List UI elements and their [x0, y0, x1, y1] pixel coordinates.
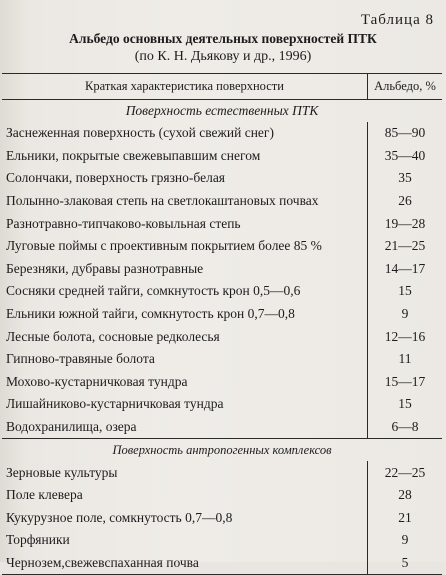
surface-name-cell: Луговые поймы с проективным покрытием более 85 %: [6, 238, 322, 254]
surface-name-cell: Березняки, дубравы разнотравные: [6, 260, 204, 276]
surface-name-cell: Лесные болота, сосновые редколесья: [6, 328, 220, 344]
surface-name-cell: Сосняки средней тайги, сомкнутость крон 0,5—0,6: [6, 283, 301, 299]
table-row: [2, 212, 442, 235]
surface-name-cell: Полынно-злаковая степь на светлокаштановых почвах: [6, 193, 319, 209]
table-row: [2, 258, 442, 281]
table-row: [2, 529, 442, 552]
section-header-row: [2, 100, 442, 123]
surface-name-cell: Чернозем,свежевспаханная почва: [2, 552, 368, 575]
header-surface: Краткая характеристика поверхности: [2, 74, 368, 100]
table-row: [2, 167, 442, 190]
table-subtitle: (по К. Н. Дьякову и др., 1996): [134, 49, 312, 64]
table-body: [2, 100, 442, 575]
table-caption: Таблица 8: [360, 12, 434, 28]
surface-name-cell: Ельники южной тайги, сомкнутость крон 0,7—0,8: [6, 306, 295, 322]
table-row: [2, 552, 442, 575]
albedo-value-cell: 35: [368, 167, 443, 190]
albedo-value-cell: 9: [368, 303, 443, 326]
header-albedo: Альбедо, %: [368, 74, 443, 100]
albedo-value-cell: 15: [368, 393, 443, 416]
surface-name-cell: Кукурузное поле, сомкнутость 0,7—0,8: [6, 509, 233, 525]
table-row: [2, 190, 442, 213]
table-row: [2, 325, 442, 348]
table-row: [2, 461, 442, 484]
table-row: [2, 507, 442, 530]
table-title: Альбедо основных деятельных поверхностей ПТК: [69, 31, 377, 46]
albedo-value-cell: 19—28: [368, 212, 443, 235]
albedo-value-cell: 9: [368, 529, 443, 552]
section-title: Поверхность естественных ПТК: [125, 103, 319, 118]
albedo-value-cell: 12—16: [368, 325, 443, 348]
surface-name-cell: Солончаки, поверхность грязно-белая: [6, 170, 226, 186]
table-row: [2, 348, 442, 371]
section-header-row: [2, 439, 442, 462]
surface-name-cell: Торфяники: [6, 532, 70, 548]
table-row: [2, 484, 442, 507]
section-title: Поверхность антропогенных комплексов: [2, 439, 442, 462]
surface-name-cell: Разнотравно-типчаково-ковыльная степь: [6, 215, 241, 231]
albedo-value-cell: 28: [368, 484, 443, 507]
surface-name-cell: Гипново-травяные болота: [6, 351, 155, 367]
albedo-value-cell: 6—8: [368, 416, 443, 439]
table-row: [2, 235, 442, 258]
albedo-value-cell: 22—25: [368, 461, 443, 484]
albedo-value-cell: 5: [368, 552, 443, 575]
albedo-value-cell: 14—17: [368, 258, 443, 281]
albedo-value-cell: 11: [368, 348, 443, 371]
table-header-row: [2, 74, 442, 100]
albedo-value-cell: 15: [368, 280, 443, 303]
table-row: [2, 145, 442, 168]
table-row: [2, 122, 442, 145]
surface-name-cell: Мохово-кустарничковая тундра: [6, 373, 188, 389]
table-row: [2, 416, 442, 439]
table-row: [2, 371, 442, 394]
table-row: [2, 303, 442, 326]
surface-name-cell: Зерновые культуры: [6, 464, 118, 480]
albedo-value-cell: 85—90: [368, 122, 443, 145]
surface-name-cell: Лишайниково-кустарничковая тундра: [6, 396, 224, 412]
albedo-table: [2, 73, 442, 575]
table-row: [2, 280, 442, 303]
albedo-value-cell: 21—25: [368, 235, 443, 258]
surface-name-cell: Ельники, покрытые свежевыпавшим снегом: [6, 147, 261, 163]
albedo-value-cell: 21: [368, 507, 443, 530]
albedo-value-cell: 35—40: [368, 145, 443, 168]
table-row: [2, 393, 442, 416]
surface-name-cell: Заснеженная поверхность (сухой свежий снег): [6, 125, 274, 141]
albedo-value-cell: 26: [368, 190, 443, 213]
surface-name-cell: Поле клевера: [6, 487, 83, 503]
albedo-value-cell: 15—17: [368, 371, 443, 394]
surface-name-cell: Водохранилища, озера: [6, 419, 137, 435]
